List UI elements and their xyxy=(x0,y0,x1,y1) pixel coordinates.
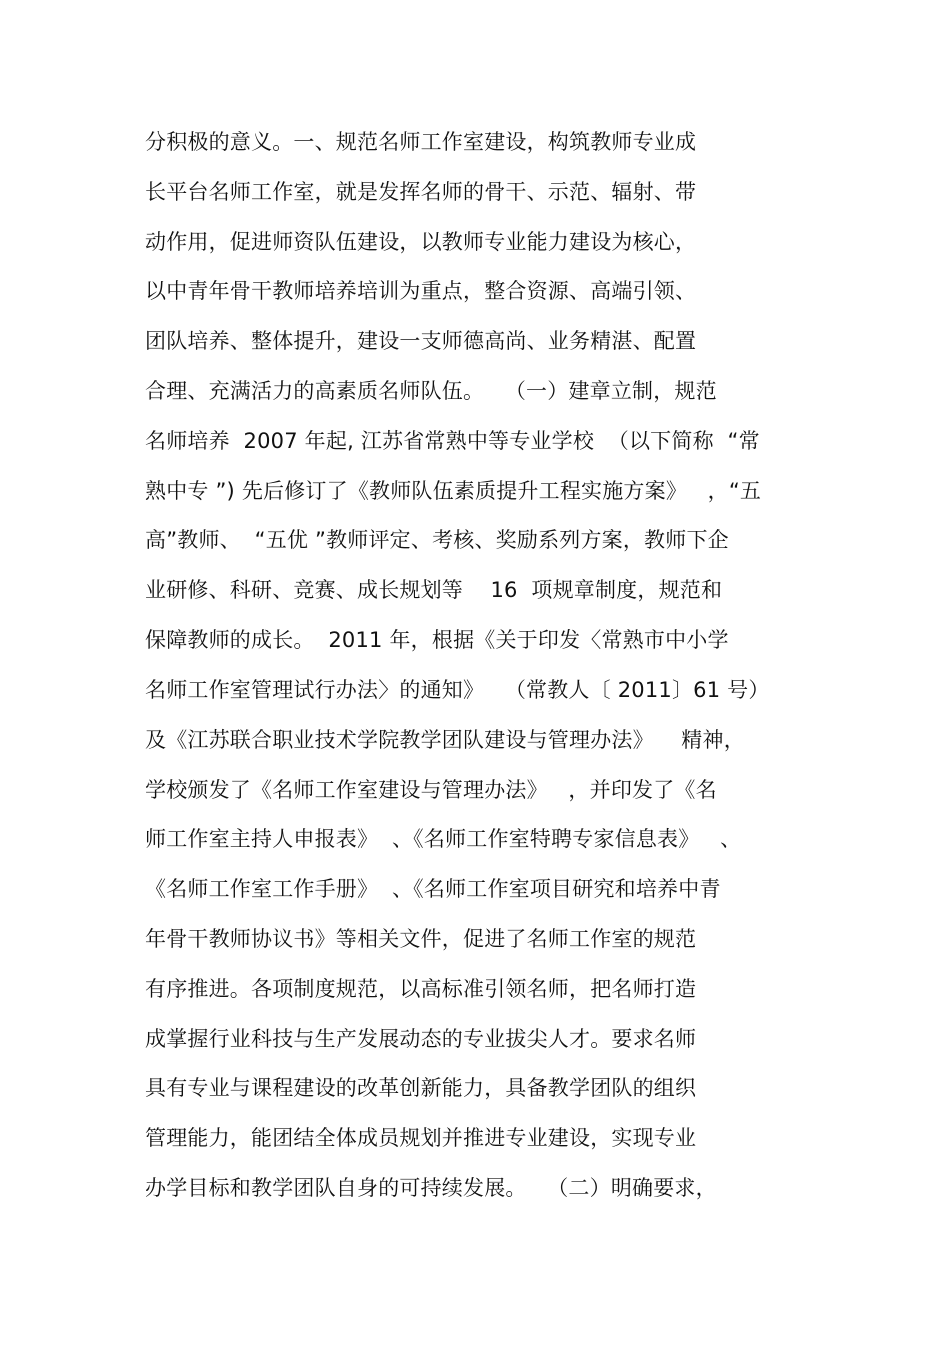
text-line: 保障教师的成长。 2011 年，根据《关于印发〈常熟市中小学 xyxy=(145,628,729,652)
text-line: 具有专业与课程建设的改革创新能力，具备教学团队的组织 xyxy=(145,1076,697,1100)
text-line: 名师工作室管理试行办法〉的通知》 （常教人〔 2011〕61 号） xyxy=(145,678,770,702)
text-line: 学校颁发了《名师工作室建设与管理办法》 ，并印发了《名 xyxy=(145,778,717,802)
text-line: 高”教师、 “五优 ”教师评定、考核、奖励系列方案，教师下企 xyxy=(145,528,729,552)
text-line: 《名师工作室工作手册》 、《名师工作室项目研究和培养中青 xyxy=(145,877,721,901)
text-line: 管理能力，能团结全体成员规划并推进专业建设，实现专业 xyxy=(145,1126,697,1150)
text-line: 名师培养 2007 年起, 江苏省常熟中等专业学校 （以下简称 “常 xyxy=(145,429,760,453)
text-line: 办学目标和教学团队自身的可持续发展。 （二）明确要求， xyxy=(145,1176,717,1200)
text-line: 分积极的意义。一、规范名师工作室建设，构筑教师专业成 xyxy=(145,130,697,154)
text-line: 业研修、科研、竞赛、成长规划等 16 项规章制度，规范和 xyxy=(145,578,723,602)
text-line: 长平台名师工作室，就是发挥名师的骨干、示范、辐射、带 xyxy=(145,180,697,204)
text-line: 年骨干教师协议书》等相关文件，促进了名师工作室的规范 xyxy=(145,927,697,951)
text-line: 合理、充满活力的高素质名师队伍。 （一）建章立制，规范 xyxy=(145,379,717,403)
text-line: 动作用，促进师资队伍建设，以教师专业能力建设为核心， xyxy=(145,230,697,254)
text-line: 成掌握行业科技与生产发展动态的专业拔尖人才。要求名师 xyxy=(145,1027,697,1051)
text-line: 以中青年骨干教师培养培训为重点，整合资源、高端引领、 xyxy=(145,279,697,303)
text-line: 熟中专 ”) 先后修订了《教师队伍素质提升工程实施方案》 ，“五 xyxy=(145,479,762,503)
text-line: 及《江苏联合职业技术学院教学团队建设与管理办法》 精神， xyxy=(145,728,745,752)
text-line: 有序推进。各项制度规范，以高标准引领名师，把名师打造 xyxy=(145,977,697,1001)
text-line: 师工作室主持人申报表》 、《名师工作室特聘专家信息表》 、 xyxy=(145,827,742,851)
text-line: 团队培养、整体提升，建设一支师德高尚、业务精湛、配置 xyxy=(145,329,697,353)
